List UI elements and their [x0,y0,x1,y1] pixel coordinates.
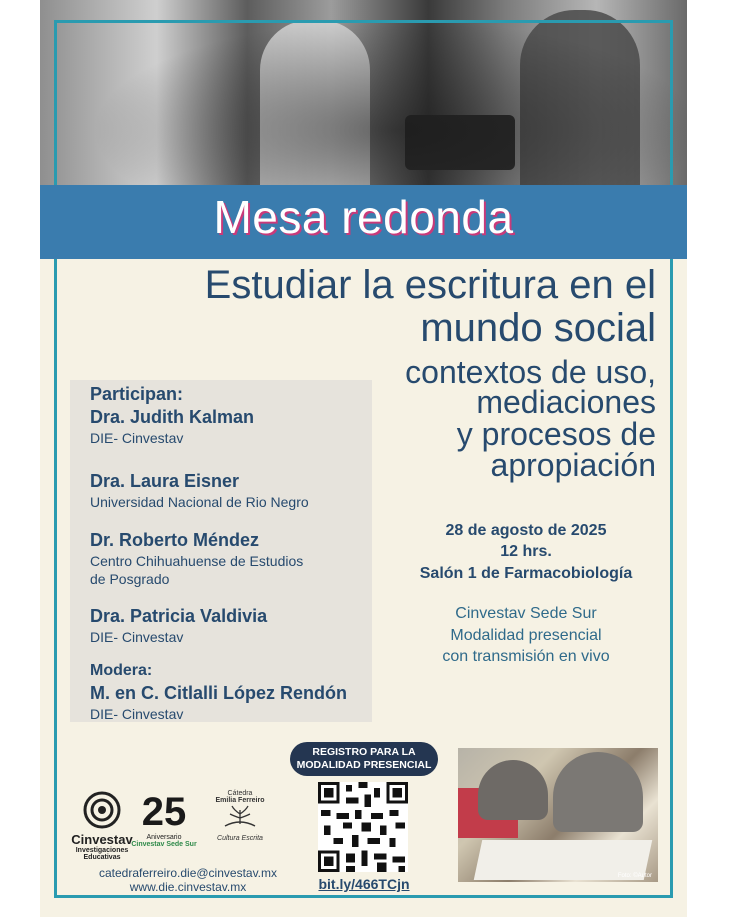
registration-badge [290,742,438,776]
registration-badge-line1: REGISTRO PARA LA [312,746,416,758]
cinvestav-sub: Educativas [83,854,121,861]
registration-badge-line2: MODALIDAD PRESENCIAL [296,759,432,771]
cinvestav-name: Cinvestav [71,832,133,847]
participant-affiliation: Universidad Nacional de Rio Negro [90,494,309,510]
participant-name: Dra. Judith Kalman [90,407,255,427]
photo-person [553,752,643,832]
subtitle-line1: contextos de uso, [405,354,656,390]
cinvestav-emblem-icon [82,790,122,830]
participant-name: Dra. Patricia Valdivia [90,606,268,626]
subtitle-line4: apropiación [490,447,656,483]
photo-credit: Foto: ©Autor [617,873,652,879]
catedra-top: Cátedra [227,790,253,797]
contact-website[interactable]: www.die.cinvestav.mx [129,880,247,894]
qr-code[interactable] [318,782,408,872]
subtitle-line3: y procesos de [456,416,656,452]
moderator-name: M. en C. Citlalli López Rendón [90,683,348,703]
subtitle-line2: mediaciones [476,384,656,420]
moderator-affiliation: DIE- Cinvestav [90,706,184,722]
participant-name: Dra. Laura Eisner [90,471,240,491]
main-title-line2: mundo social [420,306,656,350]
venue-line: con transmisión en vivo [442,648,610,665]
cinvestav-logo [70,790,134,860]
catedra-logo [205,790,275,854]
moderator-label: Modera: [90,662,153,679]
contact-email[interactable]: catedraferreiro.die@cinvestav.mx [98,866,278,880]
participant-name: Dr. Roberto Méndez [90,530,260,550]
registration-link[interactable]: bit.ly/466TCjn [318,876,410,892]
book-plant-icon [220,804,260,830]
catedra-bottom: Cultura Escrita [217,835,263,842]
main-title-line1: Estudiar la escritura en el [204,263,656,307]
cinvestav-sub: Investigaciones [75,847,129,854]
participant-affiliation: de Posgrado [90,571,170,587]
participant-affiliation: DIE- Cinvestav [90,430,184,446]
banner-title: Mesa redonda [213,191,514,243]
photo-person [478,760,548,820]
participants-label: Participan: [90,384,184,404]
catedra-name: Emilia Ferreiro [215,797,265,804]
women-writing-photo [458,748,658,882]
venue-line: Cinvestav Sede Sur [455,605,597,622]
event-date: 28 de agosto de 2025 [445,522,607,539]
venue-line: Modalidad presencial [450,627,602,644]
event-place: Salón 1 de Farmacobiología [419,565,633,582]
participant-affiliation: Centro Chihuahuense de Estudios [90,553,304,569]
event-time: 12 hrs. [500,543,552,560]
anniversary-logo [130,790,198,860]
anniversary-label: Aniversario [146,834,182,841]
anniversary-number: 25 [141,790,187,834]
participant-affiliation: DIE- Cinvestav [90,629,184,645]
anniversary-sub: Cinvestav Sede Sur [131,841,197,848]
